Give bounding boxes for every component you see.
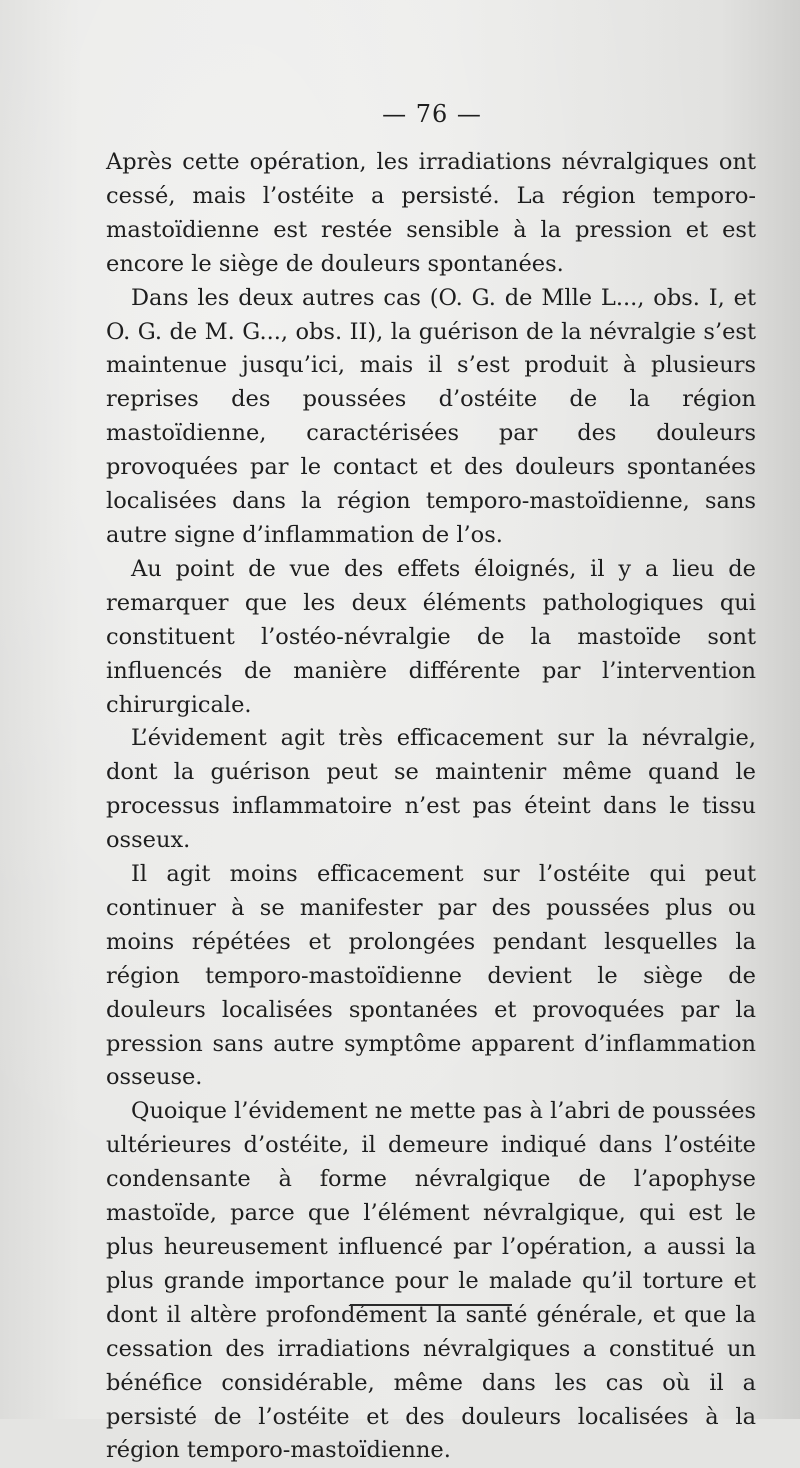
page-number: — 76 — [382,100,482,128]
paragraph-6: Quoique l’évidement ne mette pas à l’abri de poussées ultérieures d’ostéite, il demeure indiqué dans l’ostéite condensante à forme névralgique de l’apophyse mastoïde, parce que l’élément névralgique, qui est le plus heureusement influencé par l’opération, a aussi la plus grande importance pour le malade qu’il torture et dont il altère profondément la santé générale, et que la cessation des irradiations névralgiques a constitué un bénéfice considérable, même dans les cas où il a persisté de l’ostéite et des douleurs localisées à la région temporo-mastoïdienne. [106,1098,756,1464]
body-text [106,146,756,1468]
paragraph-2: Dans les deux autres cas (O. G. de Mlle L..., obs. I, et O. G. de M. G..., obs. II), la guérison de la névralgie s’est maintenue jusqu’ici, mais il s’est produit à plusieurs reprises des poussées d’ostéite de la région mastoïdienne, caractérisées par des douleurs provoquées par le contact et des douleurs spontanées localisées dans la région temporo-mastoïdienne, sans autre signe d’inflammation de l’os. [106,284,756,548]
paragraph-3: Au point de vue des effets éloignés, il y a lieu de remarquer que les deux éléments pathologiques qui constituent l’ostéo-névralgie de la mastoïde sont influencés de manière différente par l’intervention chirurgicale. [106,555,756,718]
end-rule [350,1304,512,1306]
paragraph-4: L’évidement agit très efficacement sur la névralgie, dont la guérison peut se maintenir même quand le processus inflammatoire n’est pas éteint dans le tissu osseux. [106,725,756,854]
paragraph-1: Après cette opération, les irradiations névralgiques ont cessé, mais l’ostéite a persisté. La région temporo-mastoïdienne est restée sensible à la pression et est encore le siège de douleurs spontanées. [106,149,756,277]
paragraph-5: Il agit moins efficacement sur l’ostéite qui peut continuer à se manifester par des poussées plus ou moins répétées et prolongées pendant lesquelles la région temporo-mastoïdienne devient le siège de douleurs localisées spontanées et provoquées par la pression sans autre symptôme apparent d’inflammation osseuse. [106,861,756,1091]
